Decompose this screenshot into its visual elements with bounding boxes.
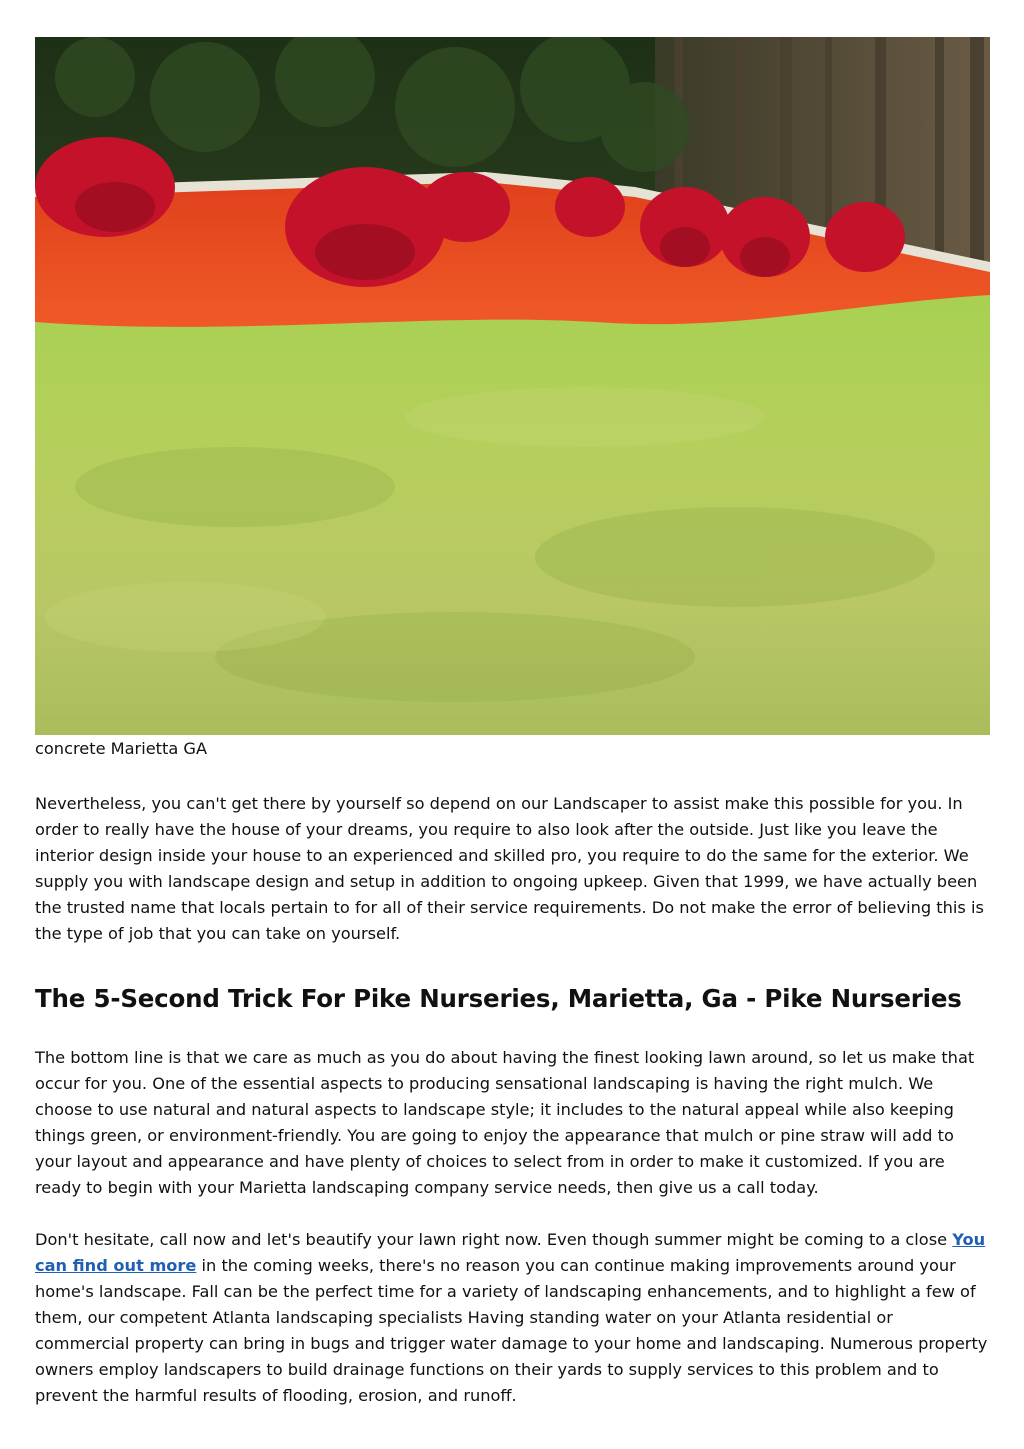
find-out-more-link[interactable]: You can find out more [35, 1230, 986, 1275]
paragraph-text: in the coming weeks, there's no reason you can continue making improvements around your home's landscape. Fall can be the perfect time for a variety of landscaping enhancements, and to highlight a few of them, our competent Atlanta landscaping specialists Having standing water on your Atlanta residential or commercial property can bring in bugs and trigger water damage to your home and landscaping. Numerous property owners employ landscapers to build drainage functions on their yards to supply services to this problem and to prevent the harmful results of flooding, erosion, and runoff. [35, 1256, 988, 1405]
document-page [35, 37, 990, 1409]
body-paragraph: Nevertheless, you can't get there by yourself so depend on our Landscaper to assist make this possible for you. In order to really have the house of your dreams, you require to also look after the outside. Just like you leave the interior design inside your house to an experienced and skilled pro, you require to do the same for the exterior. We supply you with landscape design and setup in addition to ongoing upkeep. Given that 1999, we have actually been the trusted name that locals pertain to for all of their service requirements. Do not make the error of believing this is the type of job that you can take on yourself. [35, 794, 984, 943]
image-caption: concrete Marietta GA [35, 739, 208, 758]
paragraph-text: Don't hesitate, call now and let's beautify your lawn right now. Even though summer might be coming to a close [35, 1230, 953, 1249]
body-paragraph: The bottom line is that we care as much as you do about having the finest looking lawn around, so let us make that occur for you. One of the essential aspects to producing sensational landscaping is having the right mulch. We choose to use natural and natural aspects to landscape style; it includes to the natural appeal while also keeping things green, or environment-friendly. You are going to enjoy the appearance that mulch or pine straw will add to your layout and appearance and have plenty of choices to select from in order to make it customized. If you are ready to begin with your Marietta landscaping company service needs, then give us a call today. [35, 1048, 975, 1197]
section-heading: The 5-Second Trick For Pike Nurseries, Marietta, Ga - Pike Nurseries [35, 984, 962, 1013]
body-paragraph [35, 1227, 990, 1409]
landscape-photo [35, 37, 990, 735]
